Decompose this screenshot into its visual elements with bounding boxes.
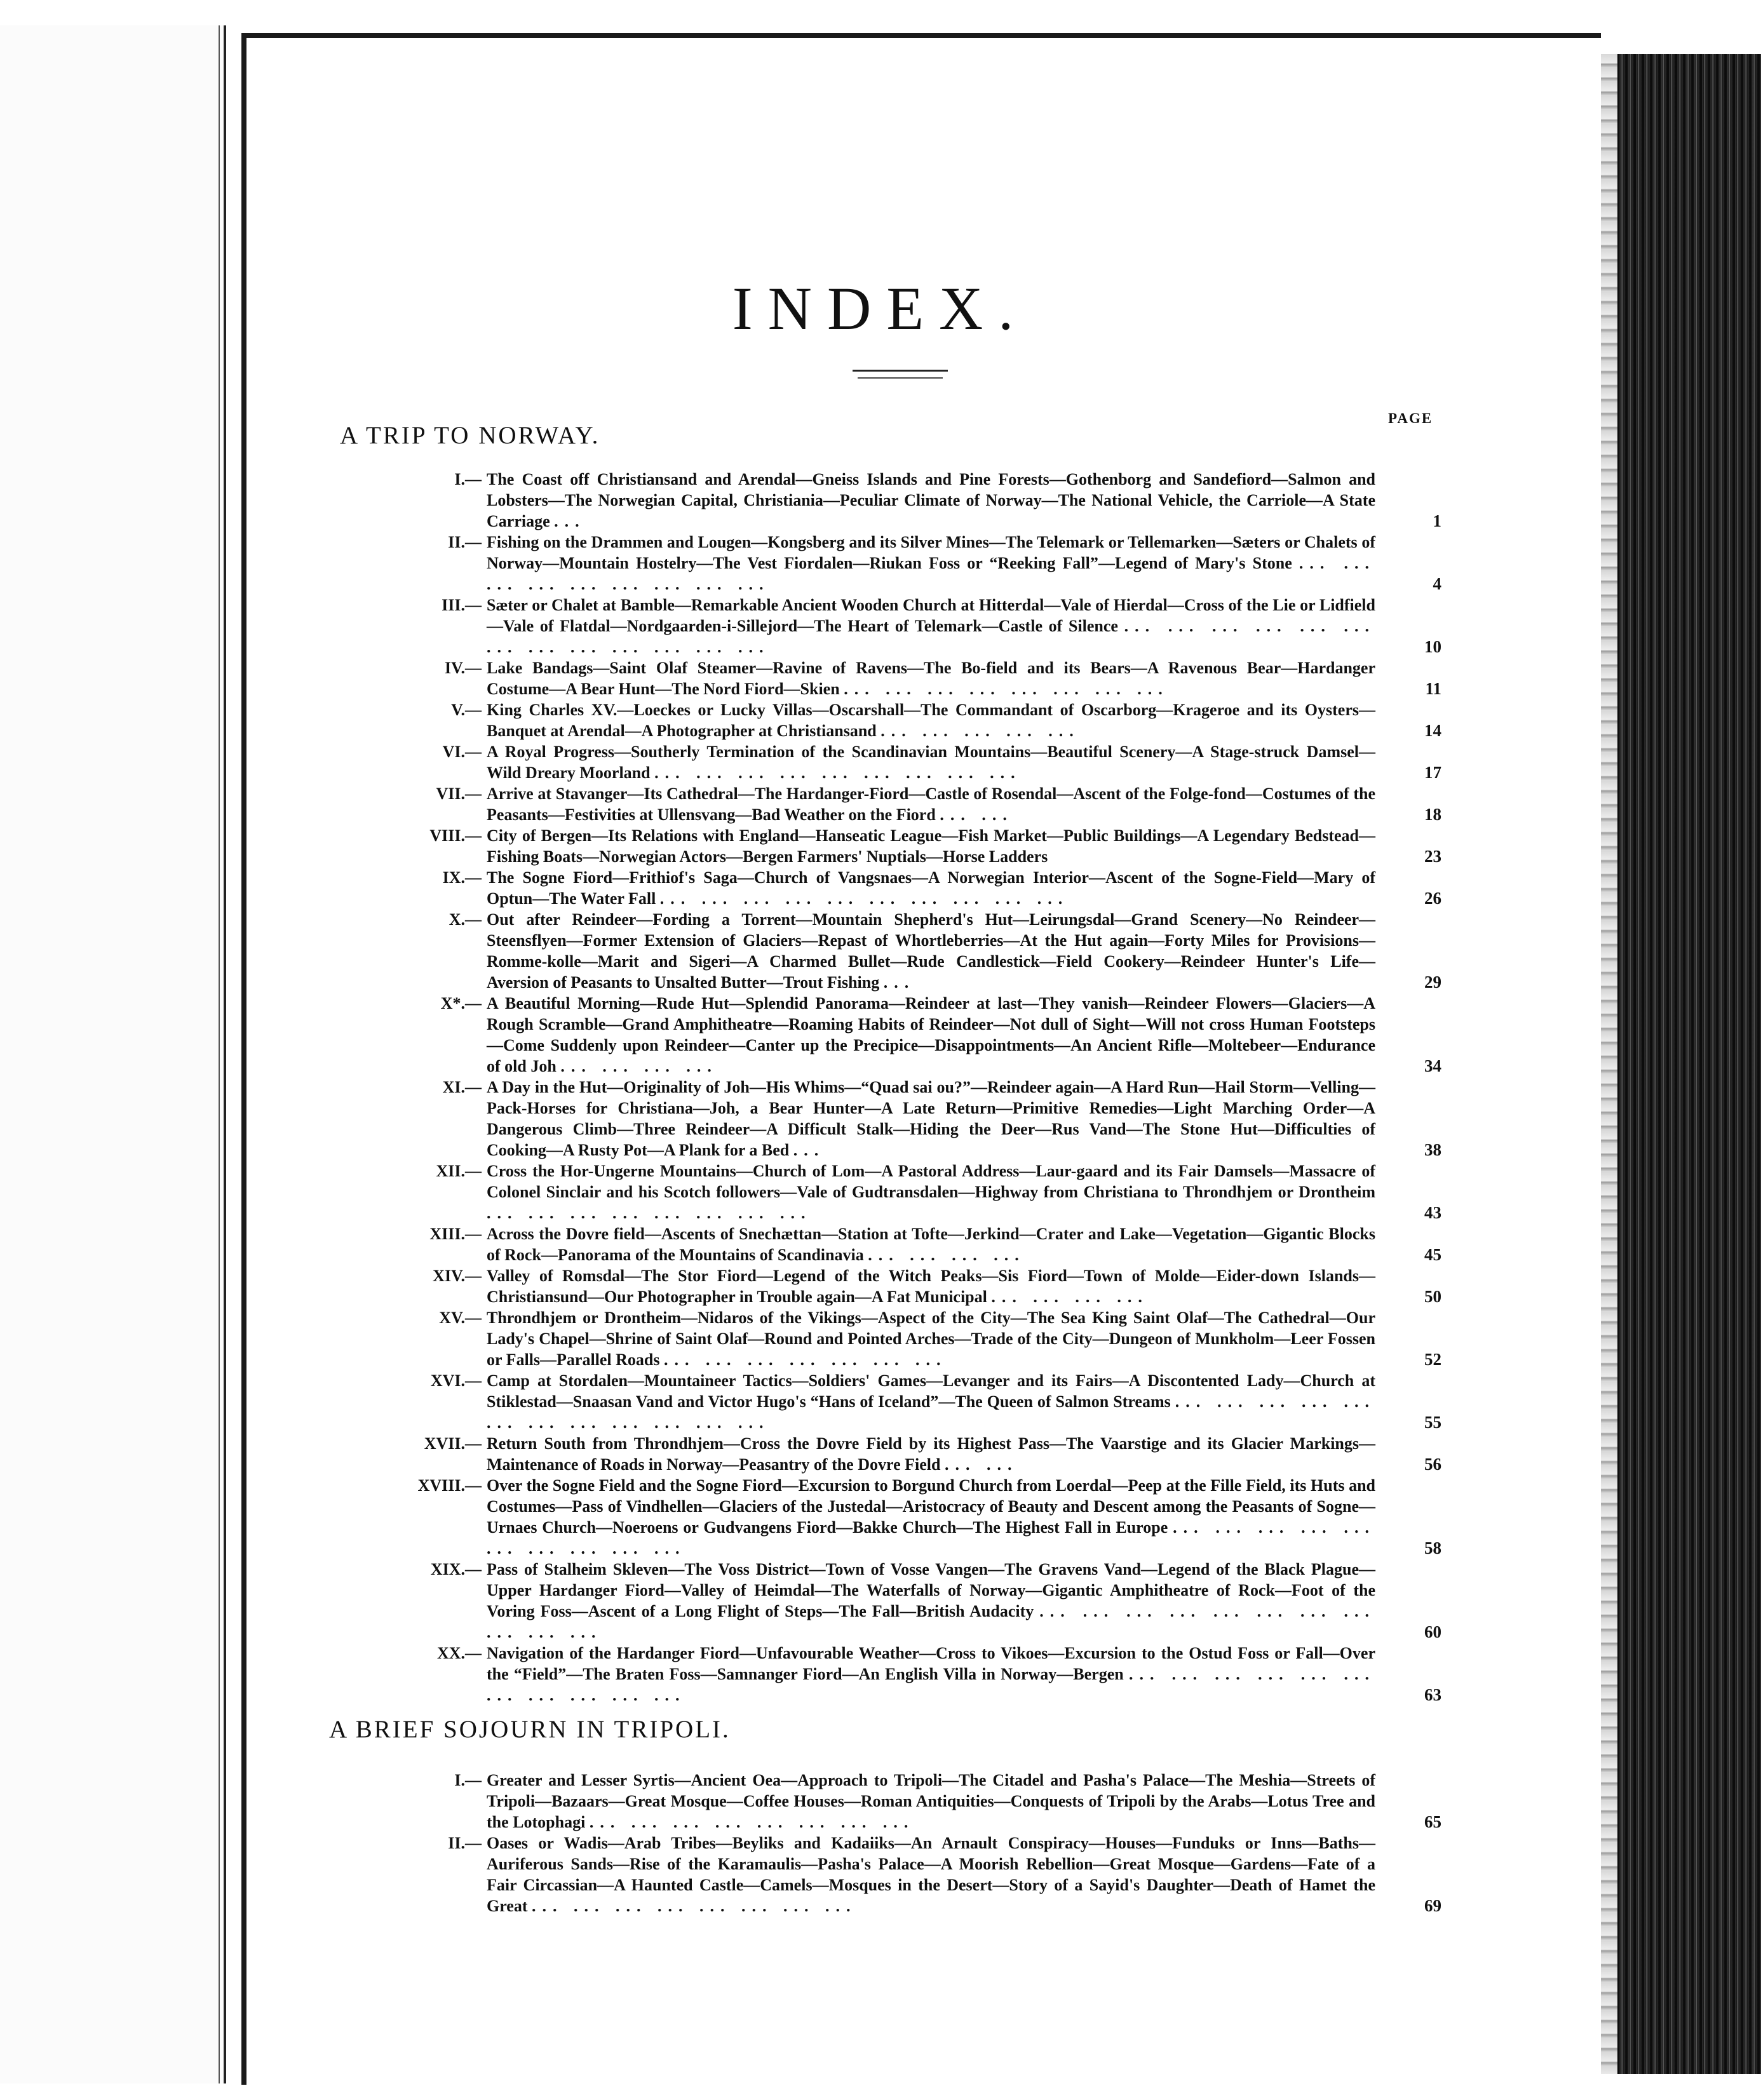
page-number: 55 xyxy=(1424,1413,1441,1432)
title-rule xyxy=(853,370,948,372)
entry-description xyxy=(368,469,1375,532)
leader-dots: ... ... ... ... ... ... ... ... ... ... xyxy=(487,1518,1376,1558)
chapter-topics: Throndhjem or Drontheim—Nidaros of the Vikings—Aspect of the City—The Sea King Saint Olaf—The Cathedral—Our Lady's Chapel—Shrine of Saint Olaf—Round and Pointed Arches—Trade of the City—Dungeon of Munkholm—Leer Fossen or Falls—Parallel Roads xyxy=(487,1309,1375,1369)
chapter-number: X*.— xyxy=(440,994,482,1013)
page-number: 50 xyxy=(1424,1287,1441,1306)
section-heading-norway: A TRIP TO NORWAY. xyxy=(340,422,600,449)
chapter-topics: A Day in the Hut—Originality of Joh—His Whims—“Quad sai ou?”—Reindeer again—A Hard Run—Hail Storm—Velling—Pack-Horses for Christiana—Joh, a Bear Hunter—A Late Return—Primitive Remedies—Light Marching Order—A Dangerous Climb—Three Reindeer—A Difficult Stalk—Hiding the Deer—Rus Vand—The Stone Hut—Difficulties of Cooking—A Rusty Pot—A Plank for a Bed xyxy=(487,1078,1375,1159)
entry-description xyxy=(368,1433,1375,1475)
leader-dots: ... xyxy=(883,973,915,992)
entry-description xyxy=(368,1643,1375,1706)
chapter-number: XX.— xyxy=(436,1644,482,1662)
page-number: 17 xyxy=(1424,763,1441,782)
leader-dots: ... ... ... ... ... ... ... ... ... xyxy=(487,554,1376,593)
leader-dots: ... ... ... ... ... ... ... ... ... ... ... ... xyxy=(487,1392,1375,1432)
page-number: 10 xyxy=(1424,637,1441,656)
chapter-number: II.— xyxy=(448,533,482,551)
page-number: 69 xyxy=(1424,1896,1441,1915)
leader-dots: ... ... ... ... xyxy=(991,1288,1149,1306)
chapter-number: XII.— xyxy=(436,1162,482,1180)
leader-dots: ... ... ... ... ... xyxy=(881,722,1080,740)
chapter-topics: Cross the Hor-Ungerne Mountains—Church of Lom—A Pastoral Address—Laur-gaard and its Fair Damsels—Massacre of Colonel Sinclair and his Scotch followers—Vale of Gudtransdalen—Highway from Christiana to Throndhjem or Drontheim xyxy=(487,1162,1375,1201)
page-number: 65 xyxy=(1424,1812,1441,1831)
chapter-topics: The Coast off Christiansand and Arendal—Gneiss Islands and Pine Forests—Gothenborg and Sandefiord—Salmon and Lobsters—The Norwegian Capital, Christiania—Peculiar Climate of Norway—The National Vehicle, the Carriole—A State Carriage xyxy=(487,470,1375,530)
chapter-topics: Oases or Wadis—Arab Tribes—Beyliks and Kadaiiks—An Arnault Conspiracy—Houses—Funduks or Inns—Baths—Auriferous Sands—Rise of the Karamaulis—Pasha's Palace—A Moorish Rebellion—Great Mosque—Gardens—Fate of a Fair Circassian—A Haunted Castle—Camels—Mosques in the Desert—Story of a Sayid's Daughter—Death of Hamet the Great xyxy=(487,1834,1375,1915)
chapter-topics: Arrive at Stavanger—Its Cathedral—The Hardanger-Fiord—Castle of Rosendal—Ascent of the Folge-fond—Costumes of the Peasants—Festivities at Ullensvang—Bad Weather on the Fiord xyxy=(487,784,1375,824)
entry-description xyxy=(368,532,1375,595)
chapter-number: XI.— xyxy=(442,1078,482,1096)
chapter-number: VIII.— xyxy=(429,826,482,845)
chapter-number: I.— xyxy=(454,1771,482,1789)
index-entry xyxy=(368,595,1445,657)
index-entry xyxy=(368,469,1445,532)
chapter-topics: Pass of Stalheim Skleven—The Voss District—Town of Vosse Vangen—The Gravens Vand—Legend of the Black Plague—Upper Hardanger Fiord—Valley of Heimdal—The Waterfalls of Norway—Gigantic Amphitheatre of Rock—Foot of the Voring Foss—Ascent of a Long Flight of Steps—The Fall—British Audacity xyxy=(487,1560,1375,1620)
chapter-number: V.— xyxy=(451,701,482,719)
entry-description xyxy=(368,909,1375,993)
entry-description xyxy=(368,595,1375,657)
section-heading-tripoli: A BRIEF SOJOURN IN TRIPOLI. xyxy=(329,1716,731,1743)
entry-description xyxy=(368,699,1375,741)
index-entry xyxy=(368,1223,1445,1265)
index-entry xyxy=(368,1770,1445,1833)
entry-description xyxy=(368,993,1375,1077)
chapter-number: XVI.— xyxy=(430,1371,482,1390)
leader-dots: ... ... ... ... ... ... ... ... ... ... ... xyxy=(487,1602,1376,1641)
chapter-topics: Over the Sogne Field and the Sogne Fiord—Excursion to Borgund Church from Loerdal—Peep at the Fille Field, its Huts and Costumes—Pass of Vindhellen—Glaciers of the Justedal—Aristocracy of Beauty and Descent among the Peasants of Sogne—Urnaes Church—Noeroens or Gudvangens Fiord—Bakke Church—The Highest Fall in Europe xyxy=(487,1476,1375,1537)
chapter-topics: The Sogne Fiord—Frithiof's Saga—Church of Vangsnaes—A Norwegian Interior—Ascent of the Sogne-Field—Mary of Optun—The Water Fall xyxy=(487,868,1375,908)
entry-description xyxy=(368,783,1375,825)
entry-description xyxy=(368,1161,1375,1223)
chapter-topics: Fishing on the Drammen and Lougen—Kongsberg and its Silver Mines—The Telemark or Tellemarken—Sæters or Chalets of Norway—Mountain Hostelry—The Vest Fiordalen—Riukan Foss or “Reeking Fall”—Legend of Mary's Stone xyxy=(487,533,1375,572)
chapter-number: II.— xyxy=(448,1834,482,1852)
entry-description xyxy=(368,1307,1375,1370)
chapter-number: VI.— xyxy=(442,743,482,761)
leader-dots: ... ... ... ... ... ... ... ... ... ... ... ... ... xyxy=(487,617,1376,656)
entry-description xyxy=(368,1223,1375,1265)
entry-description xyxy=(368,825,1375,867)
page-number: 60 xyxy=(1424,1622,1441,1641)
chapter-number: X.— xyxy=(449,910,482,929)
chapter-topics: Across the Dovre field—Ascents of Snechættan—Station at Tofte—Jerkind—Crater and Lake—Vegetation—Gigantic Blocks of Rock—Panorama of the Mountains of Scandinavia xyxy=(487,1225,1375,1264)
entry-description xyxy=(368,1559,1375,1643)
index-entry xyxy=(368,783,1445,825)
page-number: 45 xyxy=(1424,1245,1441,1264)
page-number: 63 xyxy=(1424,1685,1441,1704)
page-number: 26 xyxy=(1424,889,1441,908)
chapter-topics: A Royal Progress—Southerly Termination of the Scandinavian Mountains—Beautiful Scenery—A Stage-struck Damsel—Wild Dreary Moorland xyxy=(487,743,1375,782)
leader-dots: ... ... ... ... ... ... ... ... xyxy=(589,1813,915,1831)
chapter-topics: Valley of Romsdal—The Stor Fiord—Legend of the Witch Peaks—Sis Fiord—Town of Molde—Eider-down Islands—Christiansund—Our Photographer in Trouble again—A Fat Municipal xyxy=(487,1267,1375,1306)
index-entry xyxy=(368,867,1445,909)
chapter-topics: King Charles XV.—Loeckes or Lucky Villas—Oscarshall—The Commandant of Oscarborg—Krageroe and its Oysters—Banquet at Arendal—A Photographer at Christiansand xyxy=(487,701,1375,740)
page-number: 1 xyxy=(1433,511,1441,530)
chapter-number: I.— xyxy=(454,470,482,488)
chapter-number: XIV.— xyxy=(433,1267,482,1285)
page-number: 23 xyxy=(1424,847,1441,866)
page-top-border xyxy=(241,33,1601,38)
index-entry xyxy=(368,1161,1445,1223)
index-entry xyxy=(368,699,1445,741)
book-page-stack xyxy=(1601,54,1761,2074)
entry-list-norway xyxy=(368,469,1445,1706)
entry-description xyxy=(368,657,1375,699)
leader-dots: ... ... ... ... ... ... ... ... xyxy=(844,680,1169,698)
chapter-number: XV.— xyxy=(439,1309,482,1327)
chapter-topics: Greater and Lesser Syrtis—Ancient Oea—Approach to Tripoli—The Citadel and Pasha's Palace—The Meshia—Streets of Tripoli—Bazaars—Great Mosque—Coffee Houses—Roman Antiquities—Conquests of Tripoli by the Arabs—Lotus Tree and the Lotophagi xyxy=(487,1771,1375,1831)
entry-description xyxy=(368,1077,1375,1161)
index-entry xyxy=(368,909,1445,993)
index-entry xyxy=(368,657,1445,699)
entry-description xyxy=(368,1265,1375,1307)
chapter-number: III.— xyxy=(442,596,482,614)
leader-dots: ... ... ... ... ... ... ... ... ... ... ... xyxy=(487,1665,1376,1704)
page-number: 56 xyxy=(1424,1455,1441,1474)
page-number: 4 xyxy=(1433,574,1441,593)
index-entry xyxy=(368,1475,1445,1559)
chapter-topics: Out after Reindeer—Fording a Torrent—Mountain Shepherd's Hut—Leirungsdal—Grand Scenery—No Reindeer—Steensflyen—Former Extension of Glaciers—Repast of Whortleberries—At the Hut again—Forty Miles for Provisions—Romme-kolle—Marit and Sigeri—A Charmed Bullet—Rude Candlestick—Field Cookery—Reindeer Hunter's Life—Aversion of Peasants to Unsalted Butter—Trout Fishing xyxy=(487,910,1375,992)
index-entry xyxy=(368,1307,1445,1370)
chapter-number: XVIII.— xyxy=(417,1476,482,1495)
entry-description xyxy=(368,1833,1375,1916)
chapter-topics: A Beautiful Morning—Rude Hut—Splendid Panorama—Reindeer at last—They vanish—Reindeer Flowers—Glaciers—A Rough Scramble—Grand Amphitheatre—Roaming Habits of Reindeer—Not dull of Sight—Will not cross Human Footsteps—Come Suddenly upon Reindeer—Canter up the Precipice—Disappointments—An Ancient Rifle—Moltebeer—Endurance of old Joh xyxy=(487,994,1375,1075)
page-number: 34 xyxy=(1424,1056,1441,1075)
leader-dots: ... ... xyxy=(940,805,1013,824)
chapter-topics: Camp at Stordalen—Mountaineer Tactics—Soldiers' Games—Levanger and its Fairs—A Discontented Lady—Church at Stiklestad—Snaasan Vand and Victor Hugo's “Hans of Iceland”—The Queen of Salmon Streams xyxy=(487,1371,1375,1411)
leader-dots: ... ... ... ... xyxy=(868,1246,1025,1264)
entry-description xyxy=(368,1770,1375,1833)
leader-dots: ... ... ... ... ... ... ... ... xyxy=(532,1897,857,1915)
page-number: 52 xyxy=(1424,1350,1441,1369)
title-rule-inner xyxy=(858,377,943,379)
page-number: 43 xyxy=(1424,1203,1441,1222)
page-number: 14 xyxy=(1424,721,1441,740)
chapter-topics: City of Bergen—Its Relations with England—Hanseatic League—Fish Market—Public Buildings—A Legendary Bedstead—Fishing Boats—Norwegian Actors—Bergen Farmers' Nuptials—Horse Ladders xyxy=(487,826,1375,866)
index-entry xyxy=(368,741,1445,783)
page-number: 18 xyxy=(1424,805,1441,824)
page-column-label: PAGE xyxy=(1388,410,1433,426)
chapter-number: XIII.— xyxy=(429,1225,482,1243)
chapter-topics: Lake Bandags—Saint Olaf Steamer—Ravine of Ravens—The Bo-field and its Bears—A Ravenous Bear—Hardanger Costume—A Bear Hunt—The Nord Fiord—Skien xyxy=(487,659,1375,698)
entry-description xyxy=(368,741,1375,783)
index-entry xyxy=(368,1559,1445,1643)
leader-dots: ... ... ... ... ... ... ... ... ... xyxy=(654,764,1022,782)
chapter-number: VII.— xyxy=(436,784,482,803)
index-entry xyxy=(368,1833,1445,1916)
entry-description xyxy=(368,1370,1375,1433)
entry-description xyxy=(368,1475,1375,1559)
chapter-number: XVII.— xyxy=(424,1434,482,1453)
entry-list-tripoli xyxy=(368,1770,1445,1916)
leader-dots: ... ... ... ... ... ... ... ... ... ... xyxy=(659,889,1069,908)
page-title: INDEX. xyxy=(732,274,1029,342)
index-entry xyxy=(368,1265,1445,1307)
page-number: 38 xyxy=(1424,1140,1441,1159)
chapter-number: IV.— xyxy=(444,659,482,677)
chapter-number: XIX.— xyxy=(430,1560,482,1578)
leader-dots: ... xyxy=(554,512,586,530)
page-number: 58 xyxy=(1424,1538,1441,1558)
index-entry xyxy=(368,1433,1445,1475)
leader-dots: ... ... ... ... ... ... ... xyxy=(664,1350,947,1369)
page-number: 11 xyxy=(1425,679,1441,698)
leader-dots: ... xyxy=(793,1141,825,1159)
index-entry xyxy=(368,1077,1445,1161)
index-entry xyxy=(368,825,1445,867)
leader-dots: ... ... ... ... ... ... ... ... xyxy=(487,1204,812,1222)
entry-description xyxy=(368,867,1375,909)
index-entry xyxy=(368,1643,1445,1706)
chapter-topics: Navigation of the Hardanger Fiord—Unfavourable Weather—Cross to Vikoes—Excursion to the Ostud Foss or Fall—Over the “Field”—The Braten Foss—Samnanger Fiord—An English Villa in Norway—Bergen xyxy=(487,1644,1375,1683)
leader-dots: ... ... xyxy=(944,1455,1018,1474)
index-entry xyxy=(368,993,1445,1077)
chapter-topics: Return South from Throndhjem—Cross the Dovre Field by its Highest Pass—The Vaarstige and its Glacier Markings—Maintenance of Roads in Norway—Peasantry of the Dovre Field xyxy=(487,1434,1375,1474)
leader-dots: ... ... ... ... xyxy=(560,1057,718,1075)
index-entry xyxy=(368,1370,1445,1433)
chapter-number: IX.— xyxy=(442,868,482,887)
chapter-topics: Sæter or Chalet at Bamble—Remarkable Ancient Wooden Church at Hitterdal—Vale of Hierdal—Cross of the Lie or Lidfield—Vale of Flatdal—Nordgaarden-i-Sillejord—The Heart of Telemark—Castle of Silence xyxy=(487,596,1375,635)
page-number: 29 xyxy=(1424,973,1441,992)
index-entry xyxy=(368,532,1445,595)
